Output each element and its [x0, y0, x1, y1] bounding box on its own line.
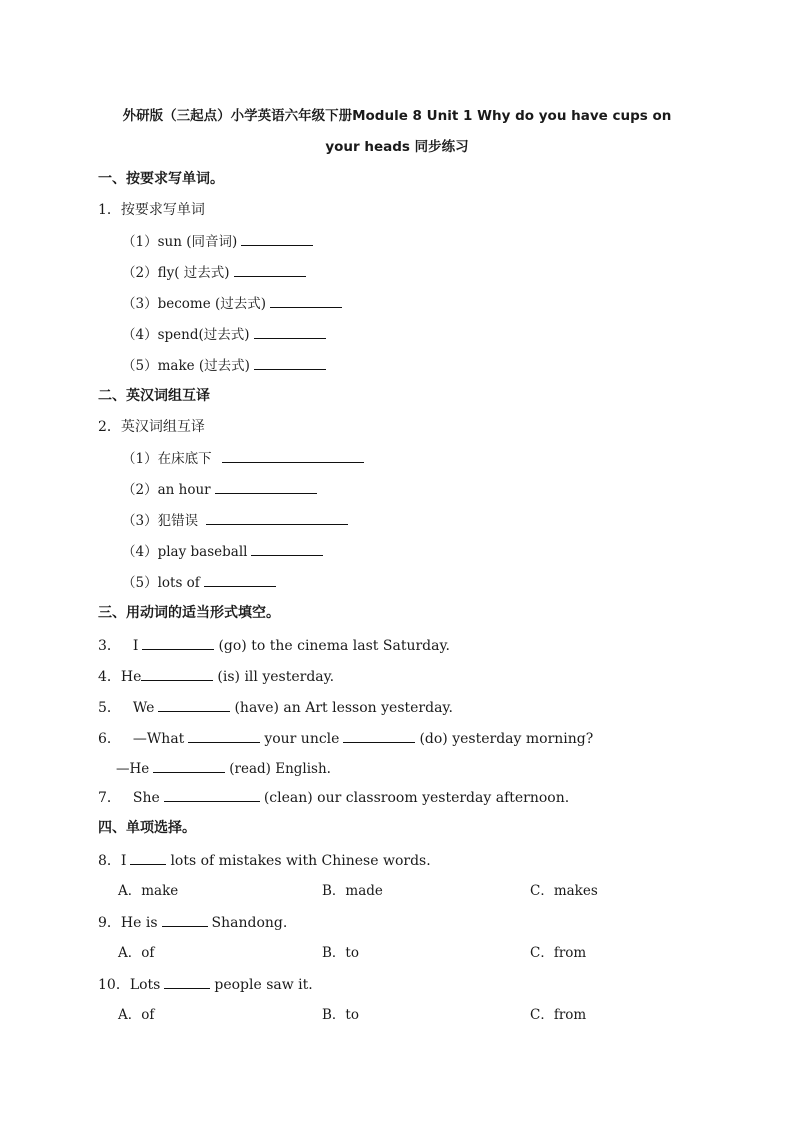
q8-stem-b: lots of mistakes with Chinese words. — [170, 853, 431, 869]
answer-blank[interactable] — [215, 479, 317, 494]
q6b-text-b: (read) English. — [229, 761, 331, 777]
q4-text-b: (is) ill yesterday. — [217, 669, 335, 685]
q8-option-b[interactable]: B．made — [322, 883, 383, 899]
question-6 — [98, 728, 593, 748]
question-1-label: 1．按要求写单词 — [98, 202, 205, 218]
q8-option-c[interactable]: C．makes — [530, 883, 598, 899]
answer-blank[interactable] — [162, 912, 208, 927]
q1-item-1 — [122, 231, 317, 251]
question-7 — [98, 787, 569, 807]
question-5 — [98, 697, 453, 717]
question-4 — [98, 666, 334, 686]
q6-text-a: —What — [132, 731, 185, 747]
q2-item-2-text: （2）an hour — [122, 482, 211, 498]
answer-blank[interactable] — [164, 974, 210, 989]
q1-item-2-text: （2）fly( 过去式) — [122, 265, 230, 281]
answer-blank[interactable] — [234, 262, 306, 277]
q4-text-a: He — [120, 669, 142, 685]
q9-option-c[interactable]: C．from — [530, 945, 587, 961]
q1-item-2 — [122, 262, 310, 282]
page-title — [90, 101, 704, 163]
q3-text-b: (go) to the cinema last Saturday. — [218, 638, 450, 654]
q10-option-b[interactable]: B．to — [322, 1007, 359, 1023]
answer-blank[interactable] — [141, 666, 213, 681]
q10-option-a[interactable]: A．of — [118, 1007, 155, 1023]
q2-item-4-text: （4）play baseball — [122, 544, 248, 560]
q1-item-5 — [122, 355, 330, 375]
answer-blank[interactable] — [158, 697, 230, 712]
q9-stem-b: Shandong. — [211, 915, 288, 931]
q8-option-a[interactable]: A．make — [118, 883, 179, 899]
section-4-heading: 四、单项选择。 — [98, 820, 196, 836]
q2-item-3 — [122, 510, 352, 530]
question-6-continued — [116, 758, 331, 778]
q9-stem-a: 9．He is — [98, 915, 158, 931]
answer-blank[interactable] — [164, 787, 260, 802]
question-2-label: 2．英汉词组互译 — [98, 419, 205, 435]
q7-number: 7． — [98, 790, 121, 806]
q9-option-b[interactable]: B．to — [322, 945, 359, 961]
answer-blank[interactable] — [270, 293, 342, 308]
q5-text-b: (have) an Art lesson yesterday. — [234, 700, 453, 716]
answer-blank[interactable] — [130, 850, 166, 865]
answer-blank[interactable] — [241, 231, 313, 246]
question-10-stem — [98, 974, 313, 994]
q6-text-b: your uncle — [264, 731, 340, 747]
q8-stem-a: 8．I — [98, 853, 127, 869]
q3-number: 3． — [98, 638, 121, 654]
q5-text-a: We — [132, 700, 155, 716]
q6b-text-a: —He — [116, 761, 150, 777]
title-line-2: your heads 同步练习 — [325, 139, 469, 155]
q10-stem-b: people saw it. — [214, 977, 313, 993]
q6-text-c: (do) yesterday morning? — [419, 731, 594, 747]
answer-blank[interactable] — [153, 758, 225, 773]
q1-item-3 — [122, 293, 346, 313]
question-3 — [98, 635, 450, 655]
answer-blank[interactable] — [188, 728, 260, 743]
q1-item-5-text: （5）make (过去式) — [122, 358, 250, 374]
answer-blank[interactable] — [343, 728, 415, 743]
answer-blank[interactable] — [206, 510, 348, 525]
question-9-stem — [98, 912, 287, 932]
q7-text-b: (clean) our classroom yesterday afternoon. — [263, 790, 570, 806]
q2-item-2 — [122, 479, 321, 499]
q6-number: 6． — [98, 731, 121, 747]
q2-item-5 — [122, 572, 280, 592]
answer-blank[interactable] — [254, 324, 326, 339]
q3-text-a: I — [132, 638, 139, 654]
answer-blank[interactable] — [251, 541, 323, 556]
q2-item-3-text: （3）犯错误 — [122, 513, 199, 529]
q1-item-4-text: （4）spend(过去式) — [122, 327, 250, 343]
answer-blank[interactable] — [142, 635, 214, 650]
title-line-1: 外研版（三起点）小学英语六年级下册Module 8 Unit 1 Why do you have cups on — [122, 108, 672, 124]
q2-item-5-text: （5）lots of — [122, 575, 200, 591]
q1-item-3-text: （3）become (过去式) — [122, 296, 267, 312]
answer-blank[interactable] — [254, 355, 326, 370]
q4-number: 4． — [98, 669, 121, 685]
q5-number: 5． — [98, 700, 121, 716]
question-8-stem — [98, 850, 431, 870]
section-3-heading: 三、用动词的适当形式填空。 — [98, 605, 280, 621]
section-2-heading: 二、英汉词组互译 — [98, 388, 210, 404]
q1-item-4 — [122, 324, 330, 344]
q2-item-1 — [122, 448, 368, 468]
q10-stem-a: 10．Lots — [98, 977, 161, 993]
q9-option-a[interactable]: A．of — [118, 945, 155, 961]
q2-item-1-text: （1）在床底下 — [122, 451, 212, 467]
q7-text-a: She — [132, 790, 160, 806]
q2-item-4 — [122, 541, 327, 561]
q10-option-c[interactable]: C．from — [530, 1007, 587, 1023]
section-1-heading: 一、按要求写单词。 — [98, 171, 224, 187]
answer-blank[interactable] — [204, 572, 276, 587]
q1-item-1-text: （1）sun (同音词) — [122, 234, 238, 250]
answer-blank[interactable] — [222, 448, 364, 463]
